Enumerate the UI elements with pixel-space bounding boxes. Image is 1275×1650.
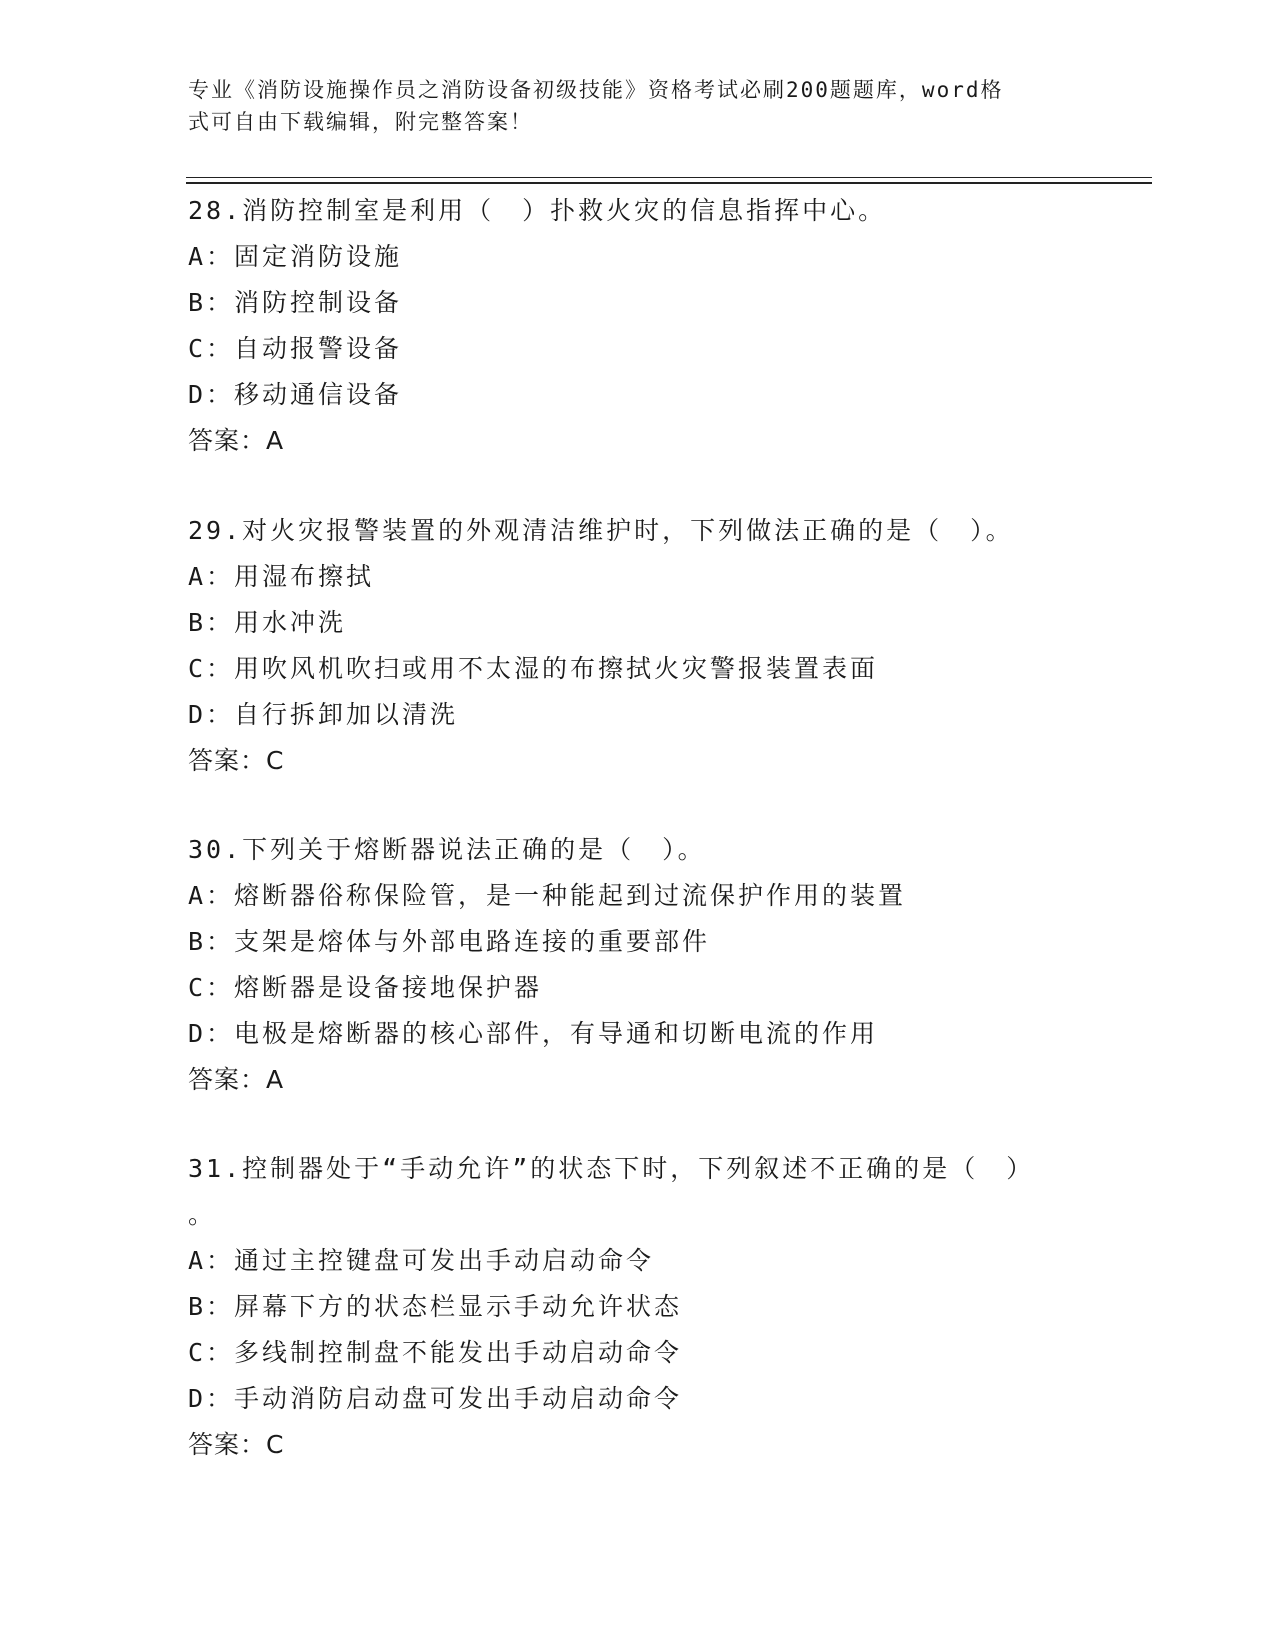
header-rule-thin <box>186 177 1152 178</box>
option-d: D：电极是熔断器的核心部件，有导通和切断电流的作用 <box>188 1019 879 1048</box>
option-b: B：支架是熔体与外部电路连接的重要部件 <box>188 927 711 956</box>
option-c: C：自动报警设备 <box>188 334 403 363</box>
question-31 <box>188 1146 1088 1468</box>
option-a: A：熔断器俗称保险管，是一种能起到过流保护作用的装置 <box>188 881 907 910</box>
option-c: C：用吹风机吹扫或用不太湿的布擦拭火灾警报装置表面 <box>188 654 879 683</box>
option-b: B：用水冲洗 <box>188 608 347 637</box>
option-d: D：手动消防启动盘可发出手动启动命令 <box>188 1384 683 1413</box>
header-line-1: 专业《消防设施操作员之消防设备初级技能》资格考试必刷200题题库，word格 <box>188 78 1004 102</box>
question-29 <box>188 508 1088 784</box>
question-stem-tail: 。 <box>188 1200 217 1229</box>
question-stem: 31.控制器处于“手动允许”的状态下时，下列叙述不正确的是（ ） <box>188 1154 1035 1183</box>
question-stem: 28.消防控制室是利用（ ）扑救火灾的信息指挥中心。 <box>188 196 887 225</box>
answer: 答案：A <box>188 426 285 455</box>
question-stem: 30.下列关于熔断器说法正确的是（ ）。 <box>188 835 706 864</box>
answer: 答案：C <box>188 1430 285 1459</box>
answer: 答案：A <box>188 1065 285 1094</box>
option-d: D：自行拆卸加以清洗 <box>188 700 459 729</box>
document-header <box>188 74 1068 138</box>
option-b: B：屏幕下方的状态栏显示手动允许状态 <box>188 1292 683 1321</box>
header-rule-thick <box>186 182 1152 184</box>
option-c: C：熔断器是设备接地保护器 <box>188 973 543 1002</box>
answer: 答案：C <box>188 746 285 775</box>
question-stem: 29.对火灾报警装置的外观清洁维护时，下列做法正确的是（ ）。 <box>188 516 1014 545</box>
header-line-2: 式可自由下载编辑，附完整答案！ <box>188 110 533 134</box>
option-c: C：多线制控制盘不能发出手动启动命令 <box>188 1338 683 1367</box>
option-b: B：消防控制设备 <box>188 288 403 317</box>
option-a: A：固定消防设施 <box>188 242 403 271</box>
option-a: A：通过主控键盘可发出手动启动命令 <box>188 1246 655 1275</box>
question-28 <box>188 188 1088 464</box>
question-30 <box>188 827 1088 1103</box>
option-d: D：移动通信设备 <box>188 380 403 409</box>
option-a: A：用湿布擦拭 <box>188 562 375 591</box>
